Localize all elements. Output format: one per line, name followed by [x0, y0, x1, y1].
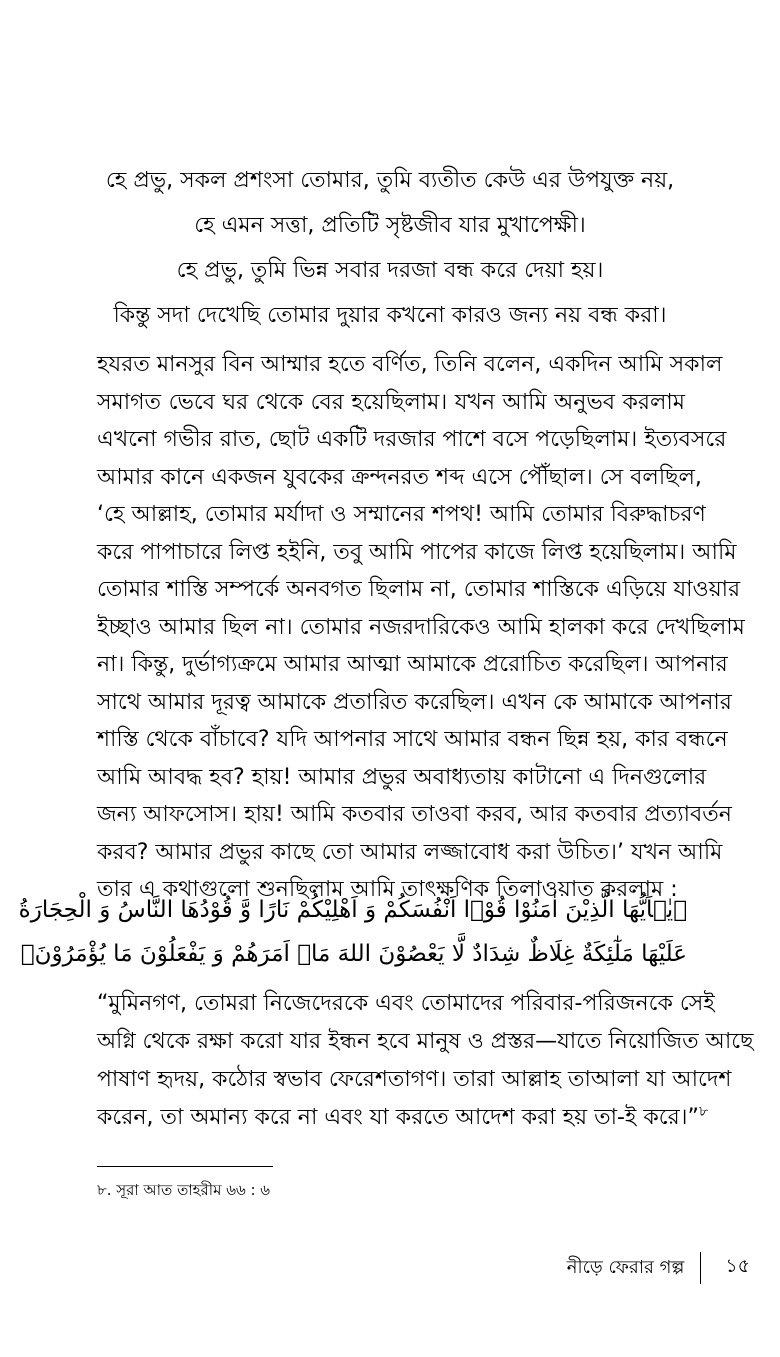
paragraph-line: আমার কানে একজন যুবকের ক্রন্দনরত শব্দ এসে পৌঁছাল। সে বলছিল,	[97, 464, 702, 490]
verse-translation	[97, 985, 754, 1137]
poem-block	[96, 158, 684, 338]
paragraph-line: শাস্তি থেকে বাঁচাবে? যদি আপনার সাথে আমার বন্ধন ছিন্ন হয়, কার বন্ধনে	[97, 727, 728, 752]
paragraph-line: সমাগত ভেবে ঘর থেকে বের হয়েছিলাম। যখন আমি অনুভব করলাম	[97, 389, 685, 415]
page-number: ১৫	[725, 1255, 750, 1277]
footnote: ৮. সূরা আত তাহরীম ৬৬ : ৬	[97, 1181, 271, 1199]
paragraph-line: আমি আবদ্ধ হব? হায়! আমার প্রভুর অবাধ্যতায় কাটানো এ দিনগুলোর	[97, 764, 707, 790]
running-footer	[567, 1248, 750, 1288]
paragraph-line: হযরত মানসুর বিন আম্মার হতে বর্ণিত, তিনি বলেন, একদিন আমি সকাল	[97, 352, 723, 377]
poem-line: হে প্রভু, তুমি ভিন্ন সবার দরজা বন্ধ করে দেয়া হয়।	[176, 258, 604, 283]
translation-line	[97, 1099, 709, 1137]
poem-line: হে প্রভু, সকল প্রশংসা তোমার, তুমি ব্যতীত কেউ এর উপযুক্ত নয়,	[105, 168, 675, 193]
book-title: নীড়ে ফেরার গল্প	[566, 1256, 685, 1278]
arabic-verse-line: عَلَيْهَا مَلٰٓئِكَةٌ غِلَاظٌ شِدَادٌ لَّا يَعْصُوْنَ اللهَ مَاۤ اَمَرَهُمْ وَ يَفْعَلُوْنَ مَا يُؤْمَرُوْنَ﴾	[20, 941, 687, 967]
paragraph-line: সাথে আমার দূরত্ব আমাকে প্রতারিত করেছিল। এখন কে আমাকে আপনার	[97, 689, 732, 715]
paragraph-line: জন্য আফসোস। হায়! আমি কতবার তাওবা করব, আর কতবার প্রত্যাবর্তন	[97, 802, 732, 827]
poem-line: হে এমন সত্তা, প্রতিটি সৃষ্টজীব যার মুখাপেক্ষী।	[194, 213, 586, 238]
paragraph-line: ‘হে আল্লাহ, তোমার মর্যাদা ও সম্মানের শপথ! আমি তোমার বিরুদ্ধাচরণ	[97, 502, 706, 527]
paragraph-line: তার এ কথাগুলো শুনছিলাম আমি তাৎক্ষণিক তিলাওয়াত করলাম :	[97, 877, 678, 902]
paragraph-line: তোমার শাস্তি সম্পর্কে অনবগত ছিলাম না, তোমার শাস্তিকে এড়িয়ে যাওয়ার	[97, 577, 741, 602]
paragraph-line: করব? আমার প্রভুর কাছে তো আমার লজ্জাবোধ করা উচিত।’ যখন আমি	[97, 839, 723, 865]
paragraph-line: ইচ্ছাও আমার ছিল না। তোমার নজরদারিকেও আমি হালকা করে দেখছিলাম	[97, 614, 745, 640]
paragraph-line: এখনো গভীর রাত, ছোট একটি দরজার পাশে বসে পড়েছিলাম। ইত্যবসরে	[97, 427, 727, 452]
footnote-marker: ৮	[698, 1103, 709, 1120]
translation-line: “মুমিনগণ, তোমরা নিজেদেরকে এবং তোমাদের পরিবার-পরিজনকে সেই	[97, 991, 715, 1016]
narrative-paragraph	[97, 346, 745, 909]
translation-line: অগ্নি থেকে রক্ষা করো যার ইন্ধন হবে মানুষ ও প্রস্তর—যাতে নিয়োজিত আছে	[97, 1029, 754, 1054]
arabic-verse-line: ﴿يٰۤاَيُّهَا الَّذِيْنَ اٰمَنُوْا قُوْۤا اَنْفُسَكُمْ وَ اَهْلِيْكُمْ نَارًا وَّ قُوْدُهَا النَّاسُ وَ الْحِجَارَةُ	[18, 897, 687, 923]
paragraph-line: না। কিন্তু, দুর্ভাগ্যক্রমে আমার আত্মা আমাকে প্ররোচিত করেছিল। আপনার	[97, 652, 728, 677]
translation-line-text: করেন, তা অমান্য করে না এবং যা করতে আদেশ করা হয় তা-ই করে।”	[97, 1105, 699, 1130]
translation-line: পাষাণ হৃদয়, কঠোর স্বভাব ফেরেশতাগণ। তারা আল্লাহ তাআলা যা আদেশ	[97, 1067, 732, 1092]
paragraph-line: করে পাপাচারে লিপ্ত হইনি, তবু আমি পাপের কাজে লিপ্ত হয়েছিলাম। আমি	[97, 539, 737, 565]
quran-verse	[18, 888, 687, 976]
footnote-divider	[97, 1166, 273, 1167]
poem-line: কিন্তু সদা দেখেছি তোমার দুয়ার কখনো কারও জন্য নয় বন্ধ করা।	[113, 303, 667, 328]
